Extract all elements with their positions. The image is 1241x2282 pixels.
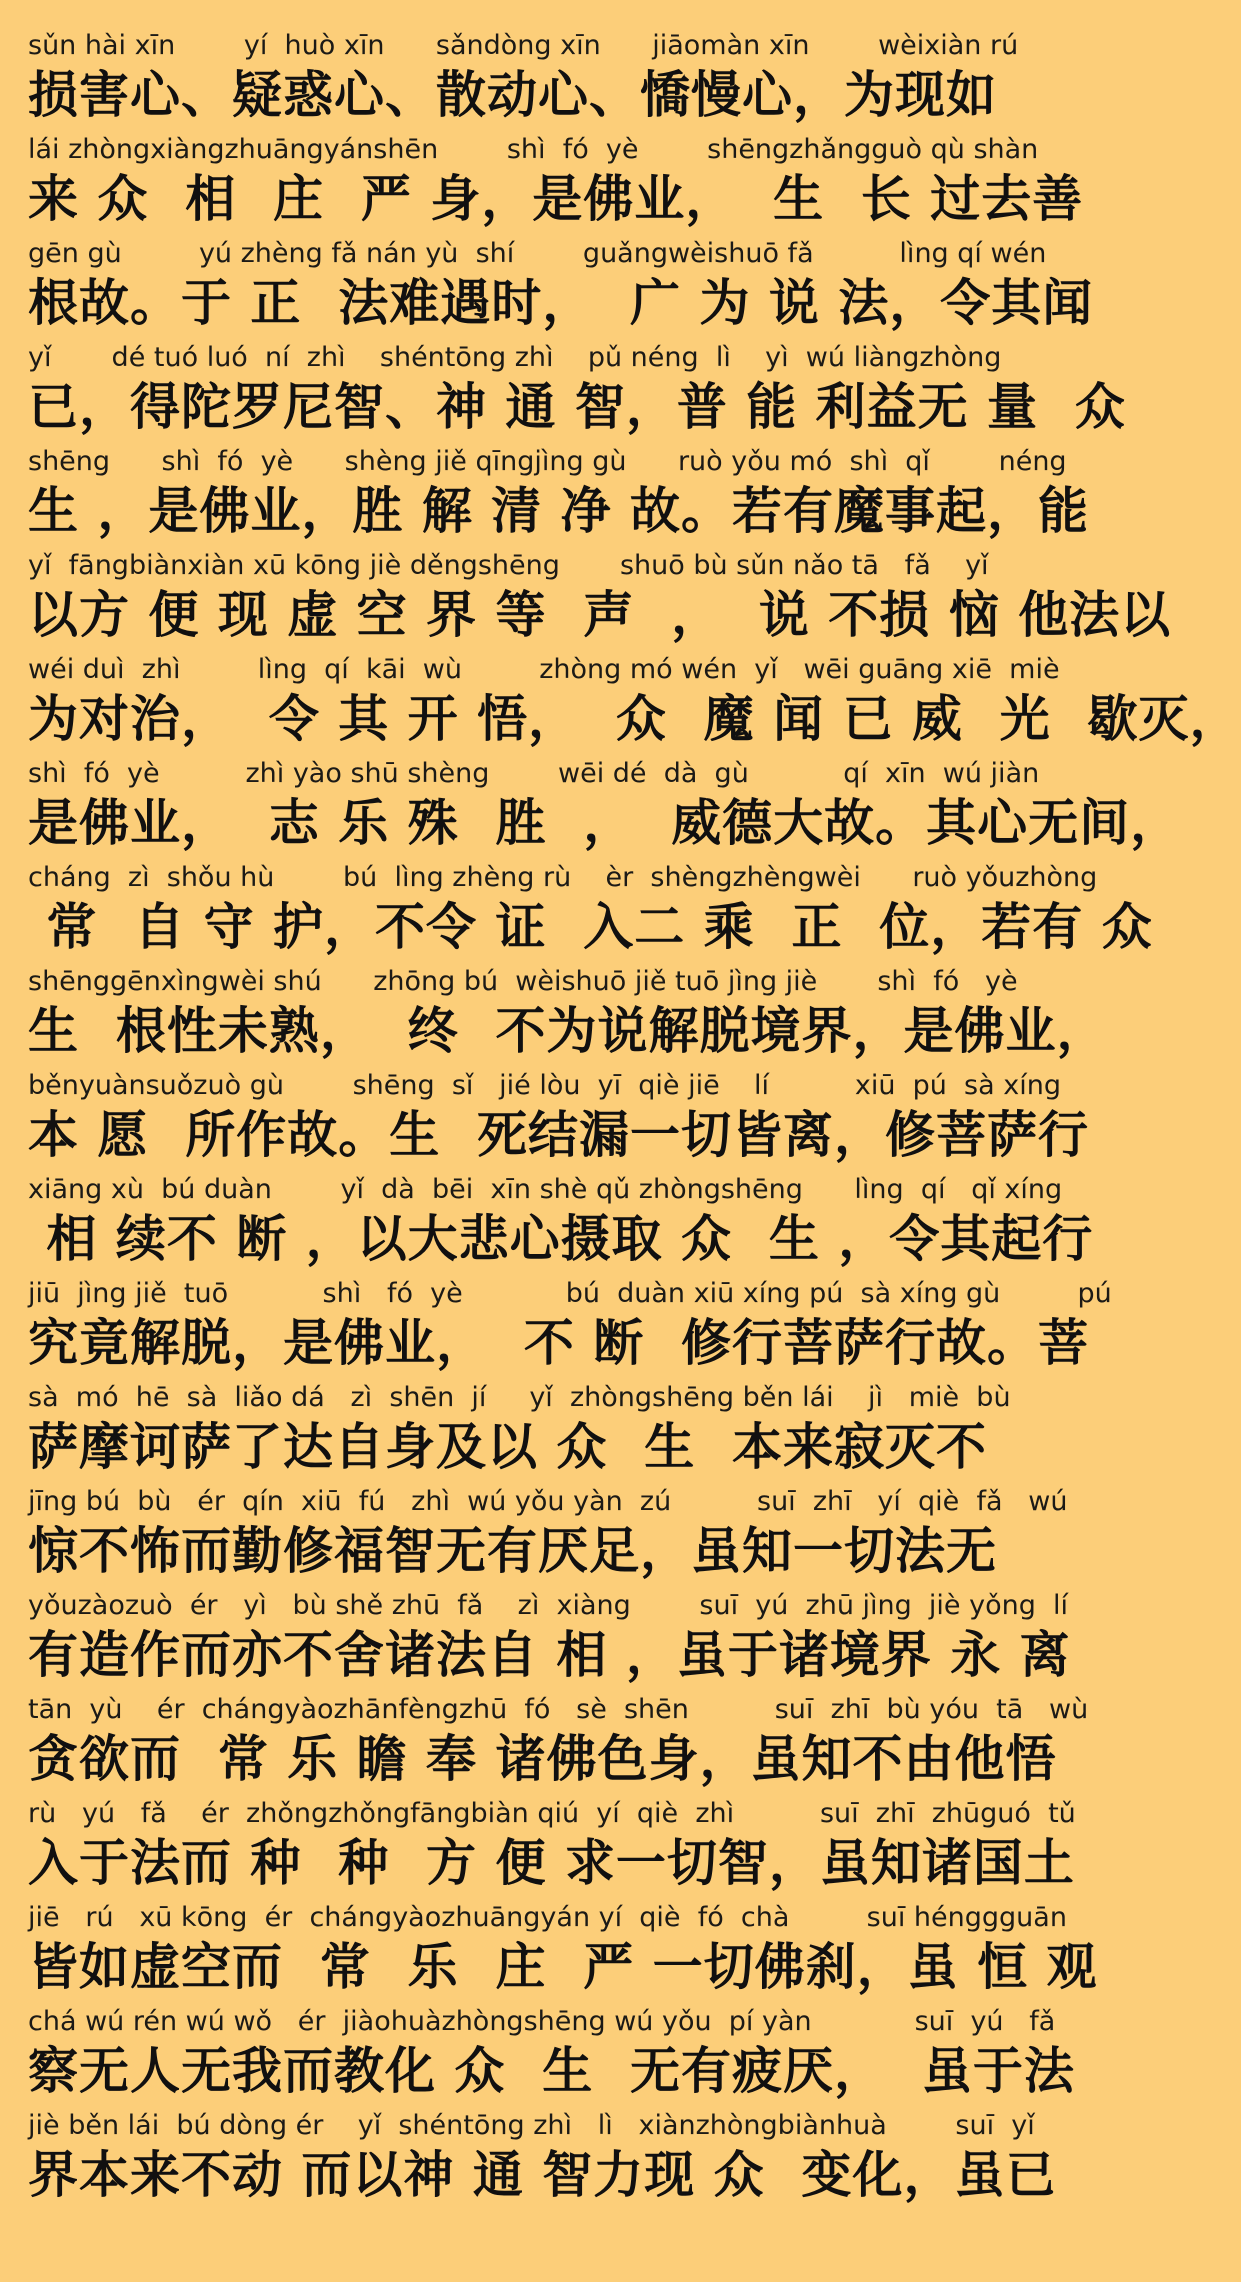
text-line bbox=[28, 2004, 1075, 2108]
text-line bbox=[28, 1900, 1098, 2004]
text-line bbox=[28, 964, 1108, 1068]
text-line bbox=[28, 1692, 1089, 1796]
pinyin-annotation: gēn gù yú zhèng fǎ nán yù shí guǎngwèishuō fǎ lìng qí wén bbox=[28, 238, 1047, 269]
pinyin-annotation: sà mó hē sà liǎo dá zì shēn jí yǐ zhòngshēng běn lái jì miè bù bbox=[28, 1382, 1011, 1413]
text-line bbox=[28, 340, 1126, 444]
pinyin-annotation: yǐ dé tuó luó ní zhì shéntōng zhì pǔ néng lì yì wú liàngzhòng bbox=[28, 342, 1002, 373]
chinese-text: 生 根性未熟， 终 不为说解脱境界，是佛业， bbox=[28, 1002, 1108, 1060]
text-line bbox=[28, 548, 1172, 652]
pinyin-annotation: jīng bú bù ér qín xiū fú zhì wú yǒu yàn zú suī zhī yí qiè fǎ wú bbox=[28, 1486, 1068, 1517]
text-line bbox=[28, 1796, 1076, 1900]
chinese-text: 来 众 相 庄 严 身，是佛业， 生 长 过去善 bbox=[28, 170, 1084, 228]
chinese-text: 惊不怖而勤修福智无有厌足，虽知一切法无 bbox=[28, 1522, 997, 1580]
pinyin-annotation: rù yú fǎ ér zhǒngzhǒngfāngbiàn qiú yí qiè zhì suī zhī zhūguó tǔ bbox=[28, 1798, 1076, 1829]
text-line bbox=[28, 1588, 1071, 1692]
chinese-text: 有造作而亦不舍诸法自 相 ，虽于诸境界 永 离 bbox=[28, 1626, 1071, 1684]
text-line bbox=[28, 1276, 1112, 1380]
chinese-text: 本 愿 所作故。生 死结漏一切皆离，修菩萨行 bbox=[28, 1106, 1090, 1164]
chinese-text: 萨摩诃萨了达自身及以 众 生 本来寂灭不 bbox=[28, 1418, 988, 1476]
chinese-text: 根故。于 正 法难遇时， 广 为 说 法，令其闻 bbox=[28, 274, 1094, 332]
chinese-text: 损害心、疑惑心、散动心、憍慢心，为现如 bbox=[28, 66, 997, 124]
pinyin-annotation: shēng shì fó yè shèng jiě qīngjìng gù ruò yǒu mó shì qǐ néng bbox=[28, 446, 1067, 477]
pinyin-annotation: jiè běn lái bú dòng ér yǐ shéntōng zhì lì xiànzhòngbiànhuà suī yǐ bbox=[28, 2110, 1035, 2141]
chinese-text: 界本来不动 而以神 通 智力现 众 变化，虽已 bbox=[28, 2146, 1057, 2204]
chinese-text: 察无人无我而教化 众 生 无有疲厌， 虽于法 bbox=[28, 2042, 1075, 2100]
chinese-text: 已，得陀罗尼智、神 通 智，普 能 利益无 量 众 bbox=[28, 378, 1126, 436]
chinese-text: 相 续不 断 ，以大悲心摄取 众 生 ，令其起行 bbox=[28, 1210, 1094, 1268]
pinyin-annotation: cháng zì shǒu hù bú lìng zhèng rù èr shèngzhèngwèi ruò yǒuzhòng bbox=[28, 862, 1098, 893]
pinyin-annotation: wéi duì zhì lìng qí kāi wù zhòng mó wén yǐ wēi guāng xiē miè bbox=[28, 654, 1060, 685]
chinese-text: 贪欲而 常 乐 瞻 奉 诸佛色身，虽知不由他悟 bbox=[28, 1730, 1057, 1788]
pinyin-annotation: lái zhòngxiàngzhuāngyánshēn shì fó yè shēngzhǎngguò qù shàn bbox=[28, 134, 1039, 165]
pinyin-annotation: shēnggēnxìngwèi shú zhōng bú wèishuō jiě tuō jìng jiè shì fó yè bbox=[28, 966, 1018, 997]
pinyin-annotation: xiāng xù bú duàn yǐ dà bēi xīn shè qǔ zhòngshēng lìng qí qǐ xíng bbox=[28, 1174, 1063, 1205]
pinyin-annotation: yǒuzàozuò ér yì bù shě zhū fǎ zì xiàng suī yú zhū jìng jiè yǒng lí bbox=[28, 1590, 1069, 1621]
text-line bbox=[28, 236, 1094, 340]
text-line bbox=[28, 1068, 1090, 1172]
pinyin-annotation: shì fó yè zhì yào shū shèng wēi dé dà gù qí xīn wú jiàn bbox=[28, 758, 1040, 789]
pinyin-annotation: tān yù ér chángyàozhānfèngzhū fó sè shēn suī zhī bù yóu tā wù bbox=[28, 1694, 1089, 1725]
text-line bbox=[28, 1380, 1052, 1484]
text-line bbox=[28, 652, 1241, 756]
pinyin-annotation: jiē rú xū kōng ér chángyàozhuāngyán yí qiè fó chà suī hénggguān bbox=[28, 1902, 1067, 1933]
text-line bbox=[28, 28, 1052, 132]
chinese-text: 以方 便 现 虚 空 界 等 声 ， 说 不损 恼 他法以 bbox=[28, 586, 1172, 644]
text-line bbox=[28, 1172, 1094, 1276]
chinese-text: 是佛业， 志 乐 殊 胜 ， 威德大故。其心无间， bbox=[28, 794, 1182, 852]
text-line bbox=[28, 860, 1153, 964]
pinyin-annotation: sǔn hài xīn yí huò xīn sǎndòng xīn jiāomàn xīn wèixiàn rú bbox=[28, 30, 1019, 61]
chinese-text: 为对治， 令 其 开 悟， 众 魔 闻 已 威 光 歇灭， bbox=[28, 690, 1241, 748]
text-line bbox=[28, 756, 1182, 860]
pinyin-annotation: běnyuànsuǒzuò gù shēng sǐ jié lòu yī qiè jiē lí xiū pú sà xíng bbox=[28, 1070, 1061, 1101]
chinese-text: 常 自 守 护，不令 证 入二 乘 正 位，若有 众 bbox=[28, 898, 1153, 956]
chinese-text: 究竟解脱，是佛业， 不 断 修行菩萨行故。菩 bbox=[28, 1314, 1090, 1372]
pinyin-annotation: chá wú rén wú wǒ ér jiàohuàzhòngshēng wú yǒu pí yàn suī yú fǎ bbox=[28, 2006, 1056, 2037]
text-line bbox=[28, 444, 1090, 548]
chinese-text: 入于法而 种 种 方 便 求一切智，虽知诸国土 bbox=[28, 1834, 1075, 1892]
text-line bbox=[28, 2108, 1057, 2212]
chinese-text: 皆如虚空而 常 乐 庄 严 一切佛刹，虽 恒 观 bbox=[28, 1938, 1098, 1996]
chinese-text: 生 ，是佛业，胜 解 清 净 故。若有魔事起，能 bbox=[28, 482, 1090, 540]
text-line bbox=[28, 132, 1084, 236]
pinyin-annotation: yǐ fāngbiànxiàn xū kōng jiè děngshēng shuō bù sǔn nǎo tā fǎ yǐ bbox=[28, 550, 989, 581]
text-line bbox=[28, 1484, 1068, 1588]
pinyin-annotation: jiū jìng jiě tuō shì fó yè bú duàn xiū xíng pú sà xíng gù pú bbox=[28, 1278, 1112, 1309]
